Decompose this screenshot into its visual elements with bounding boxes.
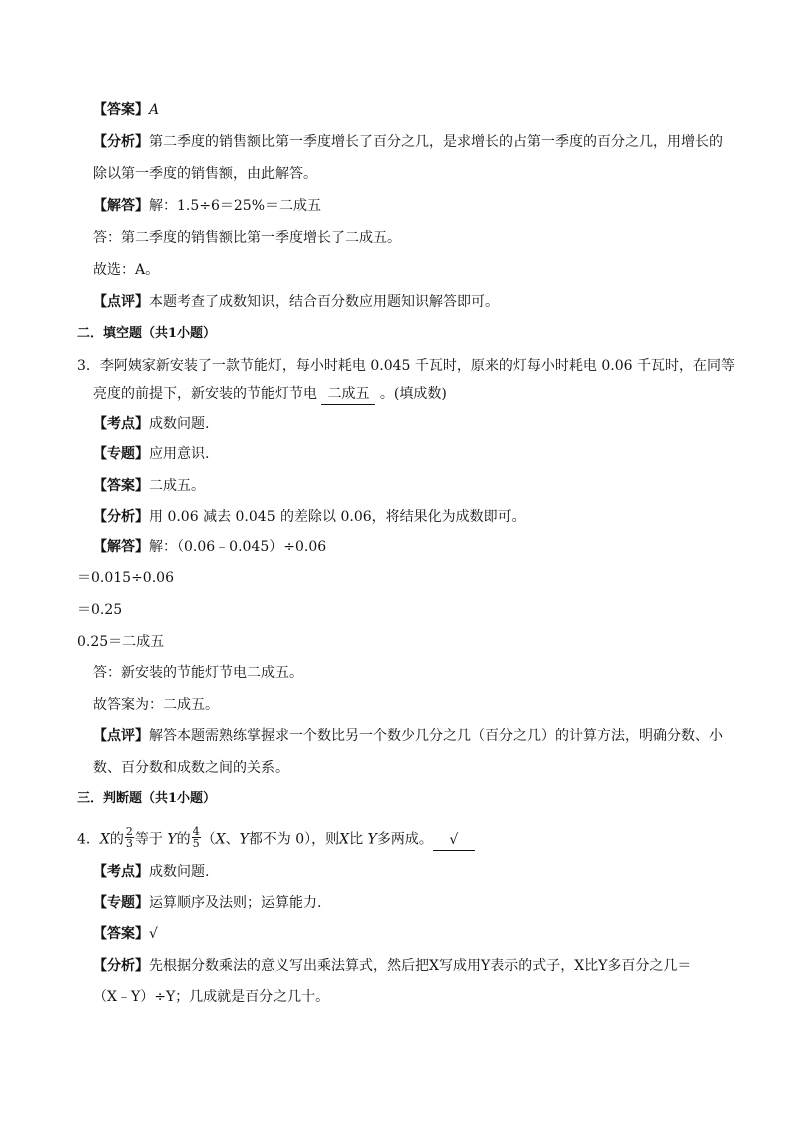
q3-answer-blank: 二成五	[321, 384, 375, 405]
q4-var-y: Y	[367, 831, 377, 848]
answer-tag: 【答案】	[93, 926, 149, 942]
comment-tag: 【点评】	[93, 294, 149, 310]
q2-comment	[93, 292, 499, 312]
analysis-text: 用 0.06 减去 0.045 的差除以 0.06，将结果化为成数即可。	[149, 509, 526, 525]
answer-value: √	[149, 926, 158, 942]
comment-tag: 【点评】	[93, 728, 149, 744]
q3-zhuanti	[93, 444, 209, 464]
fraction-four-fifths	[192, 826, 201, 849]
q2-analysis	[93, 132, 723, 152]
section-heading-fill-blank: 二．填空题（共1小题）	[77, 326, 217, 341]
q3-stem-after: 。(填成数)	[379, 386, 447, 402]
q4-var-y: Y	[167, 831, 177, 848]
q4-tail: 多两成。	[376, 831, 433, 848]
q3-kaodian	[93, 414, 209, 434]
zhuanti-text: 运算顺序及法则；运算能力.	[149, 895, 322, 911]
q4-comma: 、	[225, 831, 240, 848]
q4-var-x: X	[339, 831, 350, 848]
q3-comment-cont: 数、百分数和成数之间的关系。	[93, 760, 289, 776]
q4-analysis	[93, 956, 691, 976]
comment-text: 解答本题需熟练掌握求一个数比另一个数少几分之几（百分之几）的计算方法，明确分数、小	[149, 728, 723, 744]
section-heading-judgment: 三．判断题（共1小题）	[77, 791, 217, 806]
analysis-tag: 【分析】	[93, 134, 149, 150]
fraction-denominator: 3	[125, 837, 133, 850]
answer-tag: 【答案】	[93, 102, 149, 118]
q3-stem-before: 亮度的前提下，新安装的节能灯节电	[93, 386, 317, 402]
kaodian-text: 成数问题.	[149, 864, 210, 880]
q3-step-3: 0.25＝二成五	[77, 634, 165, 650]
kaodian-tag: 【考点】	[93, 416, 149, 432]
q3-step-2: ＝0.25	[77, 602, 123, 618]
fraction-numerator: 4	[192, 825, 200, 838]
q3-step-1: ＝0.015÷0.06	[77, 570, 174, 586]
analysis-tag: 【分析】	[93, 509, 149, 525]
q4-stem	[77, 825, 475, 851]
q4-var-x: X	[215, 831, 226, 848]
q3-stem-cont	[93, 384, 447, 405]
answer-value: A	[149, 102, 160, 118]
q3-reply: 答：新安装的节能灯节电二成五。	[93, 665, 303, 681]
zhuanti-tag: 【专题】	[93, 895, 149, 911]
solution-text: 解：（0.06﹣0.045）÷0.06	[149, 539, 327, 555]
zhuanti-tag: 【专题】	[93, 446, 149, 462]
q4-number: 4．	[77, 831, 100, 848]
q4-kaodian	[93, 862, 209, 882]
q4-text-dengyu: 等于	[134, 831, 163, 848]
q2-analysis-cont: 除以第一季度的销售额，由此解答。	[93, 166, 317, 182]
kaodian-text: 成数问题.	[149, 416, 210, 432]
q2-reply: 答：第二季度的销售额比第一季度增长了二成五。	[93, 230, 401, 246]
solution-tag: 【解答】	[93, 539, 149, 555]
q4-analysis-cont: （X﹣Y）÷Y；几成就是百分之几十。	[93, 989, 330, 1005]
q3-stem: 3．李阿姨家新安装了一款节能灯，每小时耗电 0.045 千瓦时，原来的灯每小时耗电 0.06 千瓦时，在同等	[77, 358, 735, 374]
q2-choice: 故选：A。	[93, 262, 160, 278]
q3-analysis	[93, 507, 526, 527]
q2-solution	[93, 196, 321, 216]
zhuanti-text: 应用意识.	[149, 446, 210, 462]
q4-var-y: Y	[239, 831, 249, 848]
q4-zhuanti	[93, 893, 321, 913]
q3-answer	[93, 476, 205, 496]
fraction-numerator: 2	[125, 825, 133, 838]
q4-answer	[93, 924, 158, 944]
q4-text-bi: 比	[349, 831, 364, 848]
solution-text: 解：1.5÷6＝25%＝二成五	[149, 198, 322, 214]
q4-text-de: 的	[176, 831, 191, 848]
q4-answer-blank: √	[433, 830, 475, 851]
q2-answer	[93, 100, 159, 120]
solution-tag: 【解答】	[93, 198, 149, 214]
analysis-tag: 【分析】	[93, 958, 149, 974]
q3-solution	[93, 537, 326, 557]
comment-text: 本题考查了成数知识，结合百分数应用题知识解答即可。	[149, 294, 499, 310]
q3-final: 故答案为：二成五。	[93, 697, 219, 713]
kaodian-tag: 【考点】	[93, 864, 149, 880]
q4-var-x: X	[99, 831, 110, 848]
q3-comment	[93, 726, 723, 746]
analysis-text: 先根据分数乘法的意义写出乘法算式，然后把X写成用Y表示的式子，X比Y多百分之几＝	[149, 958, 692, 974]
fraction-two-thirds	[125, 826, 134, 849]
q4-paren-open: （	[201, 831, 216, 848]
fraction-denominator: 5	[192, 837, 200, 850]
q4-text-de: 的	[109, 831, 124, 848]
q4-paren-text: 都不为 0），则	[248, 831, 340, 848]
answer-value: 二成五。	[149, 478, 205, 494]
analysis-text: 第二季度的销售额比第一季度增长了百分之几，是求增长的占第一季度的百分之几，用增长的	[149, 134, 723, 150]
answer-tag: 【答案】	[93, 478, 149, 494]
